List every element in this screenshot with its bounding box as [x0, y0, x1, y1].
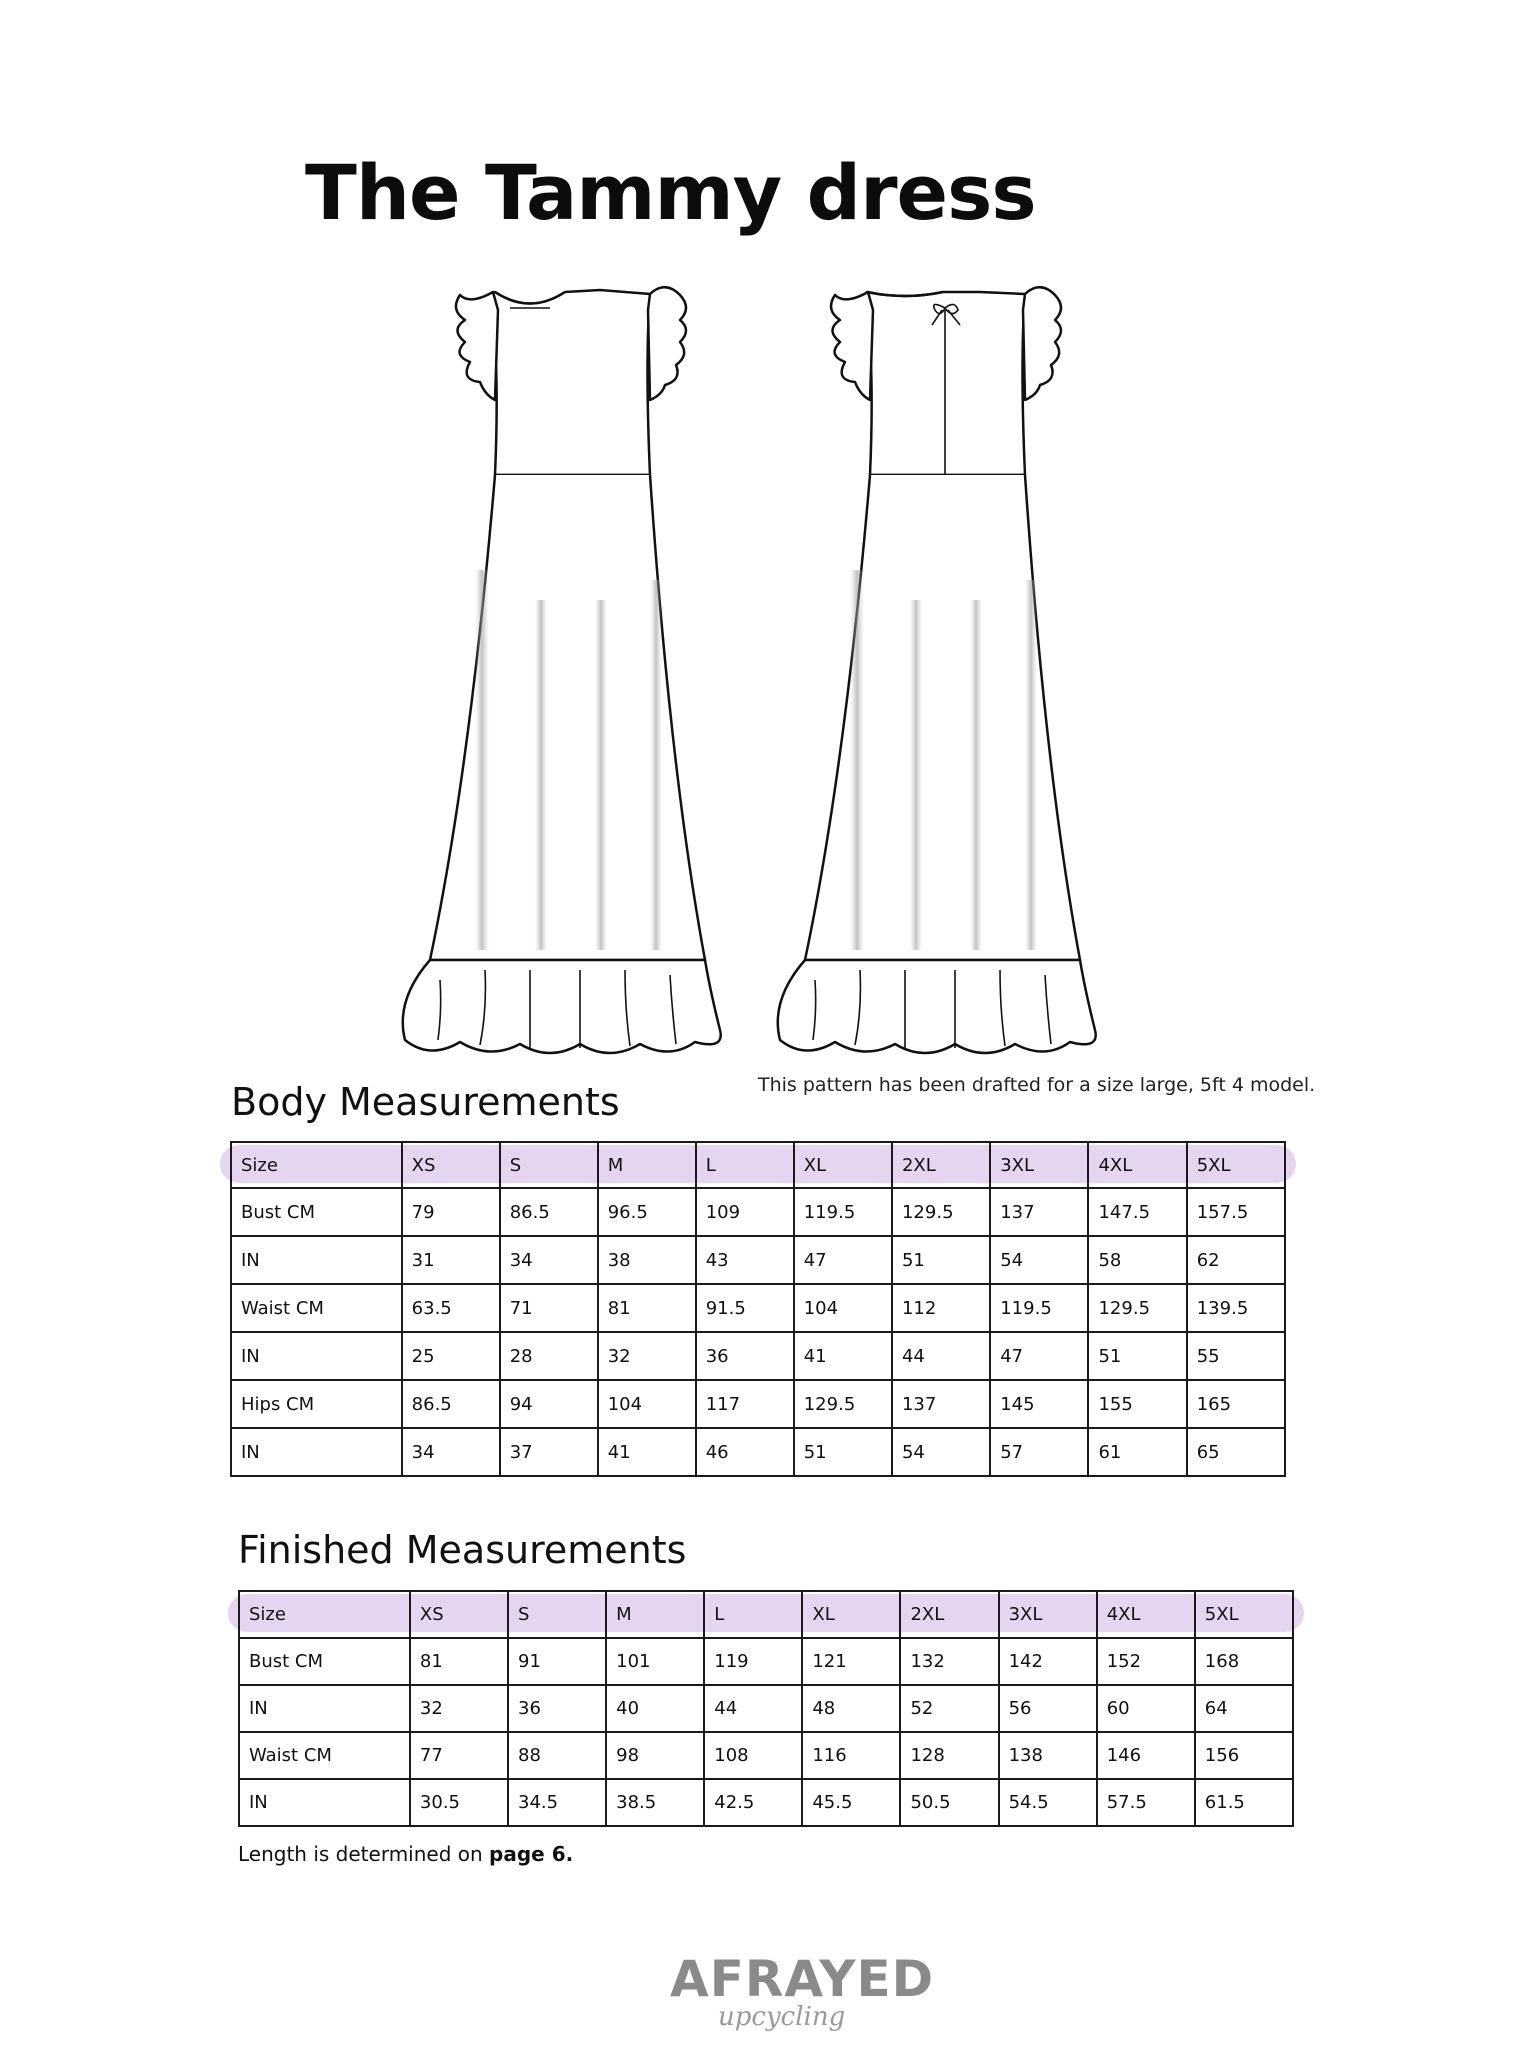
logo-tagline: upcycling: [718, 2002, 846, 2032]
measurement-cell: 52: [900, 1685, 998, 1732]
measurement-cell: 38: [598, 1236, 696, 1284]
measurement-cell: 91.5: [696, 1284, 794, 1332]
size-header-cell: XS: [410, 1591, 508, 1638]
measurement-cell: 36: [696, 1332, 794, 1380]
measurement-cell: 94: [500, 1380, 598, 1428]
measurement-cell: 58: [1088, 1236, 1186, 1284]
measurement-cell: 45.5: [802, 1779, 900, 1826]
dress-illustration: [380, 270, 1130, 1060]
size-header-cell: XS: [402, 1142, 500, 1188]
measurement-cell: 61.5: [1195, 1779, 1293, 1826]
measurement-cell: 54: [892, 1428, 990, 1476]
measurement-cell: 157.5: [1187, 1188, 1285, 1236]
measurement-cell: 40: [606, 1685, 704, 1732]
measurement-cell: 54: [990, 1236, 1088, 1284]
measurement-cell: 137: [990, 1188, 1088, 1236]
size-header-cell: 3XL: [999, 1591, 1097, 1638]
measurement-cell: 63.5: [402, 1284, 500, 1332]
size-header-cell: M: [606, 1591, 704, 1638]
measurement-cell: 41: [794, 1332, 892, 1380]
measurement-cell: 34: [500, 1236, 598, 1284]
measurement-cell: 64: [1195, 1685, 1293, 1732]
measurement-label: Waist CM: [239, 1732, 410, 1779]
measurement-cell: 36: [508, 1685, 606, 1732]
measurement-cell: 104: [794, 1284, 892, 1332]
model-note: This pattern has been drafted for a size large, 5ft 4 model.: [758, 1074, 1316, 1096]
measurement-cell: 43: [696, 1236, 794, 1284]
table-row: [231, 1332, 1285, 1380]
measurement-cell: 91: [508, 1638, 606, 1685]
length-footnote: [238, 1842, 573, 1866]
size-header-cell: 4XL: [1088, 1142, 1186, 1188]
size-header-row: [239, 1591, 1293, 1638]
finished-measurements-heading: Finished Measurements: [238, 1528, 687, 1572]
size-header-cell: 2XL: [900, 1591, 998, 1638]
measurement-cell: 101: [606, 1638, 704, 1685]
measurement-cell: 137: [892, 1380, 990, 1428]
measurement-cell: 38.5: [606, 1779, 704, 1826]
measurement-cell: 57.5: [1097, 1779, 1195, 1826]
measurement-cell: 152: [1097, 1638, 1195, 1685]
footnote-page-ref: page 6.: [489, 1842, 574, 1866]
measurement-cell: 86.5: [500, 1188, 598, 1236]
size-header-cell: XL: [802, 1591, 900, 1638]
measurement-cell: 34.5: [508, 1779, 606, 1826]
measurement-cell: 129.5: [1088, 1284, 1186, 1332]
measurement-cell: 51: [892, 1236, 990, 1284]
measurement-cell: 25: [402, 1332, 500, 1380]
page-title: The Tammy dress: [305, 148, 1036, 237]
size-header-label: Size: [239, 1591, 410, 1638]
measurement-cell: 81: [598, 1284, 696, 1332]
measurement-cell: 65: [1187, 1428, 1285, 1476]
table-row: [239, 1685, 1293, 1732]
body-measurements-table: [230, 1141, 1286, 1477]
body-measurements-heading: Body Measurements: [231, 1080, 620, 1124]
measurement-cell: 147.5: [1088, 1188, 1186, 1236]
table-row: [239, 1638, 1293, 1685]
measurement-cell: 57: [990, 1428, 1088, 1476]
measurement-cell: 119.5: [794, 1188, 892, 1236]
measurement-cell: 145: [990, 1380, 1088, 1428]
back-dress-sketch: [778, 287, 1096, 1053]
measurement-cell: 96.5: [598, 1188, 696, 1236]
measurement-cell: 37: [500, 1428, 598, 1476]
size-header-label: Size: [231, 1142, 402, 1188]
measurement-cell: 119.5: [990, 1284, 1088, 1332]
measurement-cell: 138: [999, 1732, 1097, 1779]
measurement-cell: 142: [999, 1638, 1097, 1685]
size-header-cell: L: [704, 1591, 802, 1638]
size-header-cell: 4XL: [1097, 1591, 1195, 1638]
size-header-cell: M: [598, 1142, 696, 1188]
measurement-cell: 56: [999, 1685, 1097, 1732]
measurement-cell: 128: [900, 1732, 998, 1779]
measurement-cell: 62: [1187, 1236, 1285, 1284]
footnote-text: Length is determined on: [238, 1842, 490, 1866]
measurement-label: IN: [231, 1236, 402, 1284]
measurement-cell: 77: [410, 1732, 508, 1779]
measurement-cell: 121: [802, 1638, 900, 1685]
measurement-cell: 88: [508, 1732, 606, 1779]
measurement-cell: 30.5: [410, 1779, 508, 1826]
measurement-label: IN: [231, 1332, 402, 1380]
measurement-cell: 104: [598, 1380, 696, 1428]
measurement-cell: 50.5: [900, 1779, 998, 1826]
measurement-cell: 41: [598, 1428, 696, 1476]
measurement-cell: 44: [704, 1685, 802, 1732]
size-header-cell: 5XL: [1195, 1591, 1293, 1638]
measurement-cell: 119: [704, 1638, 802, 1685]
measurement-cell: 109: [696, 1188, 794, 1236]
measurement-cell: 32: [598, 1332, 696, 1380]
measurement-cell: 61: [1088, 1428, 1186, 1476]
measurement-label: IN: [239, 1779, 410, 1826]
measurement-cell: 48: [802, 1685, 900, 1732]
measurement-cell: 156: [1195, 1732, 1293, 1779]
measurement-cell: 47: [990, 1332, 1088, 1380]
measurement-cell: 34: [402, 1428, 500, 1476]
measurement-cell: 42.5: [704, 1779, 802, 1826]
measurement-cell: 165: [1187, 1380, 1285, 1428]
measurement-cell: 146: [1097, 1732, 1195, 1779]
measurement-label: Bust CM: [231, 1188, 402, 1236]
measurement-cell: 112: [892, 1284, 990, 1332]
size-header-row: [231, 1142, 1285, 1188]
measurement-cell: 116: [802, 1732, 900, 1779]
measurement-cell: 139.5: [1187, 1284, 1285, 1332]
measurement-cell: 79: [402, 1188, 500, 1236]
table-row: [239, 1779, 1293, 1826]
measurement-cell: 31: [402, 1236, 500, 1284]
measurement-cell: 32: [410, 1685, 508, 1732]
table-row: [231, 1188, 1285, 1236]
logo-wordmark: AFRAYED: [670, 1950, 935, 2008]
measurement-label: Bust CM: [239, 1638, 410, 1685]
measurement-cell: 47: [794, 1236, 892, 1284]
front-dress-sketch: [403, 287, 721, 1053]
measurement-cell: 132: [900, 1638, 998, 1685]
measurement-cell: 129.5: [794, 1380, 892, 1428]
measurement-label: Waist CM: [231, 1284, 402, 1332]
measurement-cell: 71: [500, 1284, 598, 1332]
measurement-cell: 44: [892, 1332, 990, 1380]
afrayed-logo: [670, 1950, 935, 2045]
measurement-label: IN: [231, 1428, 402, 1476]
size-header-cell: 2XL: [892, 1142, 990, 1188]
size-header-cell: L: [696, 1142, 794, 1188]
measurement-cell: 98: [606, 1732, 704, 1779]
size-header-cell: 3XL: [990, 1142, 1088, 1188]
measurement-cell: 117: [696, 1380, 794, 1428]
measurement-cell: 51: [1088, 1332, 1186, 1380]
size-header-cell: 5XL: [1187, 1142, 1285, 1188]
table-row: [231, 1428, 1285, 1476]
measurement-cell: 28: [500, 1332, 598, 1380]
size-header-cell: S: [500, 1142, 598, 1188]
finished-measurements-table: [238, 1590, 1294, 1827]
measurement-cell: 155: [1088, 1380, 1186, 1428]
measurement-cell: 108: [704, 1732, 802, 1779]
measurement-label: IN: [239, 1685, 410, 1732]
measurement-cell: 168: [1195, 1638, 1293, 1685]
size-header-cell: S: [508, 1591, 606, 1638]
size-header-cell: XL: [794, 1142, 892, 1188]
measurement-cell: 46: [696, 1428, 794, 1476]
table-row: [231, 1284, 1285, 1332]
table-row: [239, 1732, 1293, 1779]
measurement-cell: 86.5: [402, 1380, 500, 1428]
measurement-cell: 51: [794, 1428, 892, 1476]
measurement-cell: 55: [1187, 1332, 1285, 1380]
measurement-cell: 81: [410, 1638, 508, 1685]
table-row: [231, 1380, 1285, 1428]
table-row: [231, 1236, 1285, 1284]
measurement-cell: 54.5: [999, 1779, 1097, 1826]
measurement-cell: 60: [1097, 1685, 1195, 1732]
measurement-label: Hips CM: [231, 1380, 402, 1428]
measurement-cell: 129.5: [892, 1188, 990, 1236]
